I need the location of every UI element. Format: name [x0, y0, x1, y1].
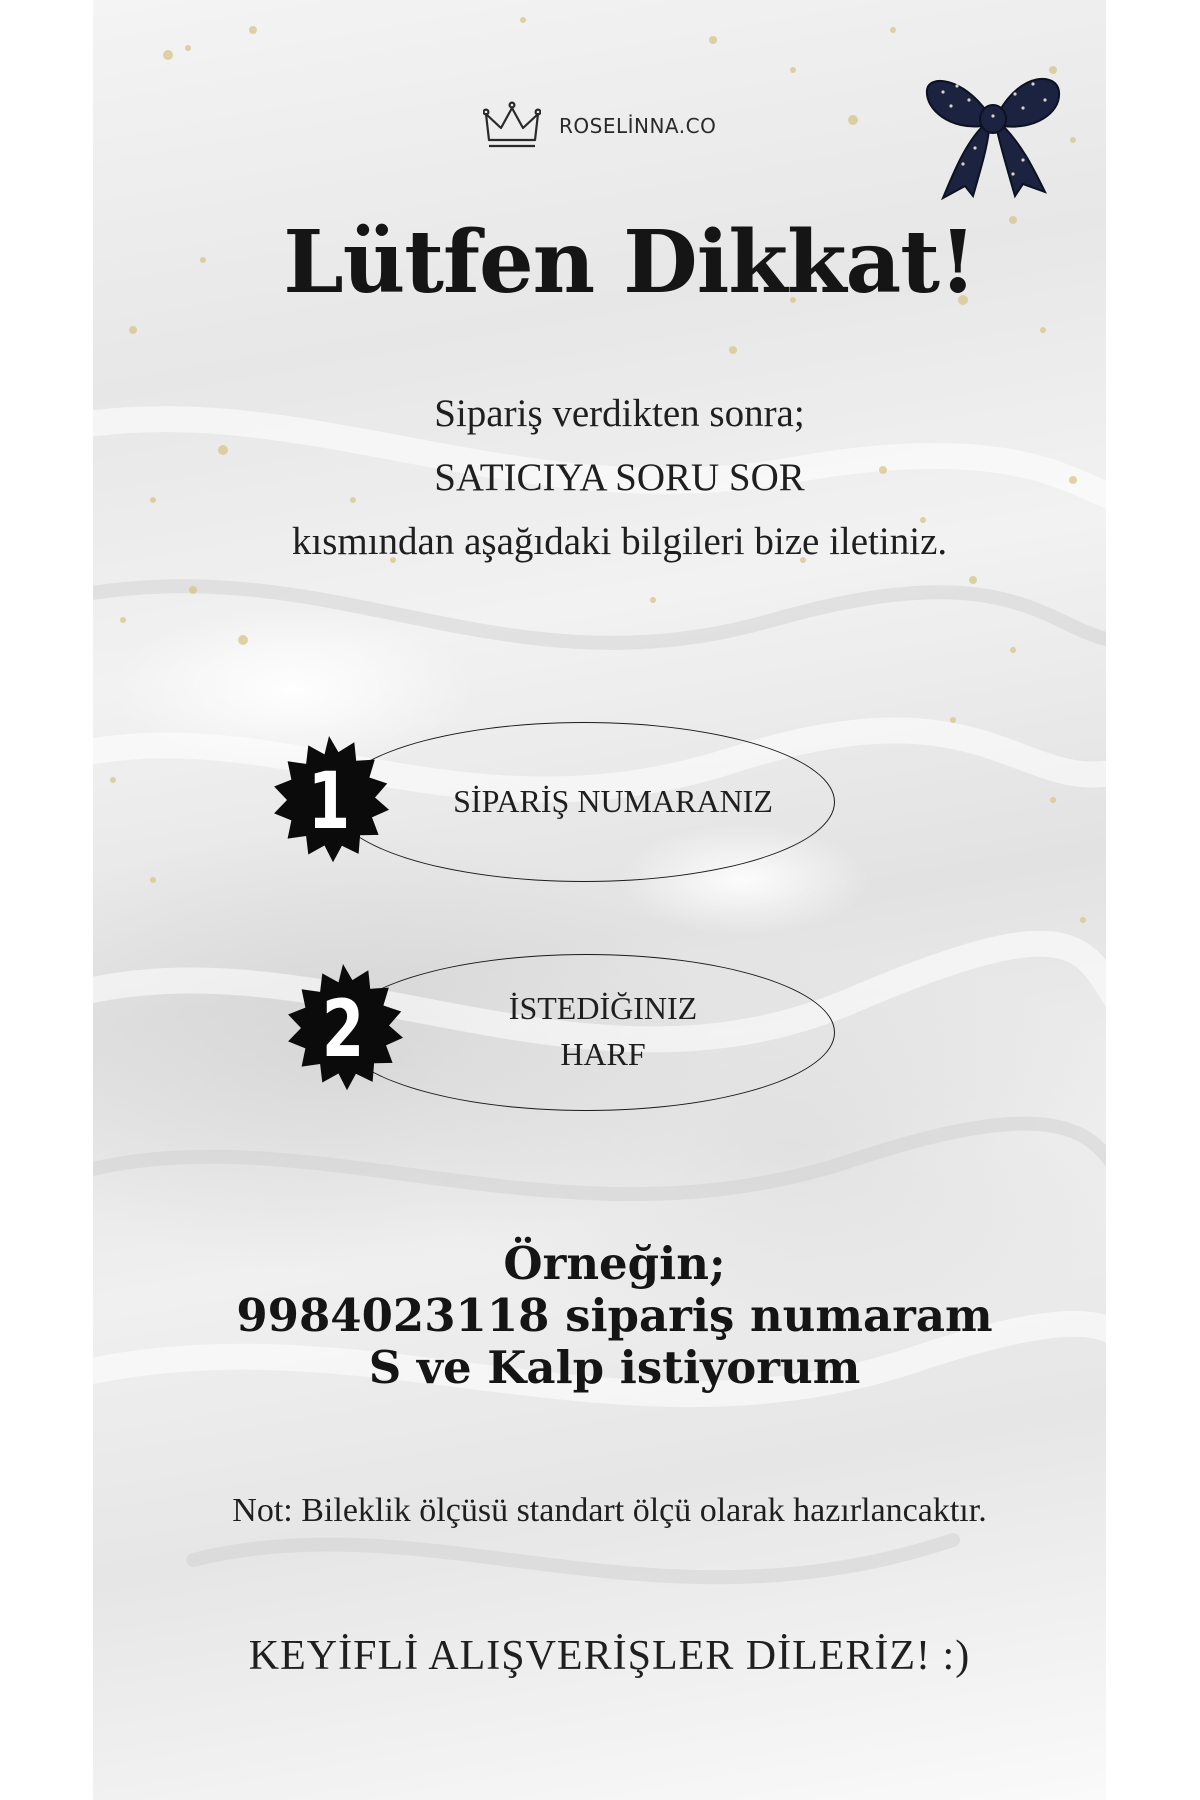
number-badge — [275, 962, 411, 1098]
example-line: Örneğin; — [503, 1237, 726, 1290]
step-label-line: HARF — [560, 1036, 646, 1072]
example-line: 9984023118 sipariş numaram — [236, 1289, 993, 1342]
step-label — [393, 985, 813, 1077]
crown-icon — [483, 100, 541, 152]
example-line: S ve Kalp istiyorum — [368, 1341, 861, 1394]
step-number: 2 — [321, 985, 365, 1075]
bow-icon — [923, 64, 1063, 204]
step-number: 1 — [307, 757, 351, 847]
brand-name: ROSELİNNA.CO — [559, 114, 717, 138]
note-text: Not: Bileklik ölçüsü standart ölçü olarak hazırlancaktır. — [232, 1492, 987, 1529]
step-label-line: SİPARİŞ NUMARANIZ — [453, 783, 773, 819]
number-badge — [261, 734, 397, 870]
intro-line: SATICIYA SORU SOR — [434, 456, 805, 499]
brand-logo — [483, 100, 716, 152]
intro-text — [93, 382, 1106, 574]
step-label — [393, 778, 833, 824]
example-text — [93, 1238, 1106, 1394]
intro-line: kısmından aşağıdaki bilgileri bize iletiniz. — [291, 520, 948, 563]
closing-text: KEYİFLİ ALIŞVERİŞLER DİLERİZ! :) — [248, 1633, 971, 1679]
page-title: Lütfen Dikkat! — [283, 212, 976, 313]
step-label-line: İSTEDİĞINIZ — [508, 990, 698, 1026]
info-card — [93, 0, 1106, 1800]
intro-line: Sipariş verdikten sonra; — [434, 392, 805, 435]
